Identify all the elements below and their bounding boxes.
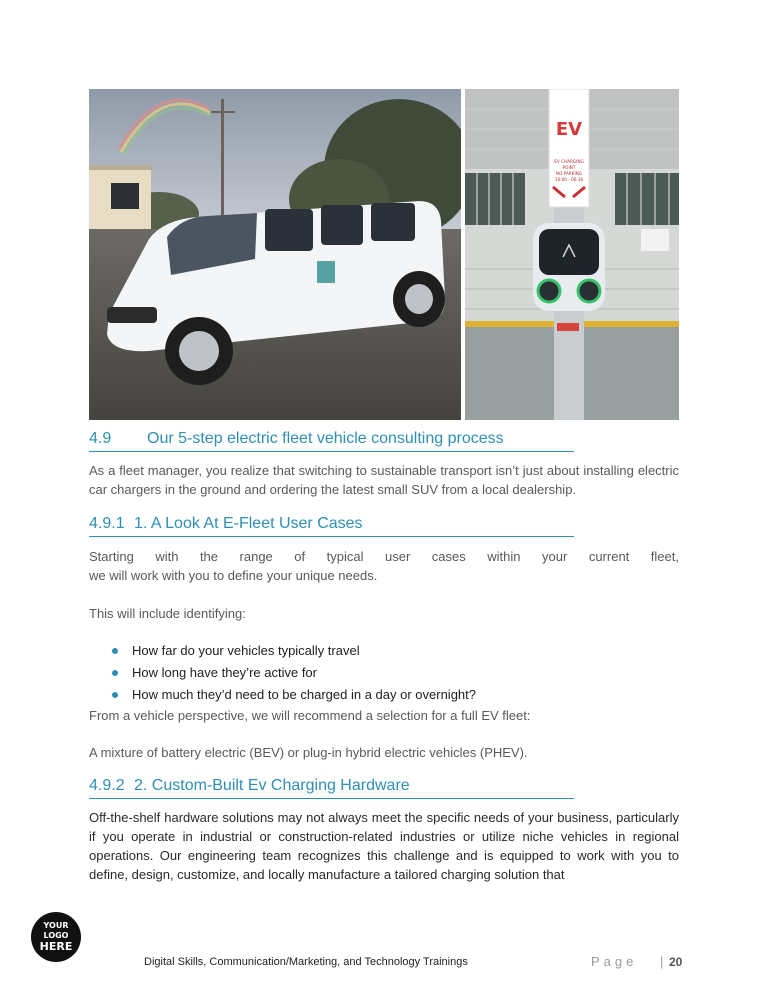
paragraph-fleet-manager: As a fleet manager, you realize that switching to sustainable transport isn’t just about installing electric car chargers in the ground and ordering the latest small SUV from a local dealership.: [89, 463, 679, 497]
van-photo: [89, 89, 461, 420]
sign-text-line-2: POINT: [562, 165, 576, 170]
heading-title: 1. A Look At E-Fleet User Cases: [134, 515, 363, 532]
heading-title: 2. Custom-Built Ev Charging Hardware: [134, 777, 410, 794]
list-item: How long have they’re active for: [112, 662, 476, 684]
charger-photo: [465, 89, 679, 420]
heading-title: Our 5-step electric fleet vehicle consulting process: [147, 430, 504, 447]
paragraph-mixture: A mixture of battery electric (BEV) or plug-in hybrid electric vehicles (PHEV).: [89, 745, 528, 760]
paragraph-hardware: Off-the-shelf hardware solutions may not always meet the specific needs of your business, particularly if you operate in industrial or construction-related industries or utilize niche vehicles in regional operations. Our engineering team recognizes this challenge and is equipped to work with you to define, design, customize, and locally manufacture a tailored charging solution that: [89, 810, 679, 882]
paragraph-user-cases-line-1: Starting with the range of typical user cases within your current fleet,: [89, 549, 679, 564]
heading-number: 4.9.1: [89, 515, 125, 532]
sign-text-line-4: 10:00 - 06:30: [554, 177, 584, 182]
sign-ev-letters: EV: [555, 119, 583, 140]
list-item: How far do your vehicles typically travel: [112, 640, 476, 662]
bullet-list: [112, 640, 476, 706]
sign-text-line-1: EV CHARGING: [554, 159, 584, 164]
bullet-dot-icon: [112, 670, 118, 676]
paragraph-vehicle-perspective: From a vehicle perspective, we will recommend a selection for a full EV fleet:: [89, 708, 531, 723]
heading-number: 4.9: [89, 430, 112, 447]
heading-4-9-2: [89, 777, 574, 799]
bullet-dot-icon: [112, 692, 118, 698]
logo-placeholder: YOUR LOGO HERE: [31, 912, 81, 962]
page-separator: |: [660, 954, 664, 969]
page-number: 20: [669, 955, 683, 969]
heading-number: 4.9.2: [89, 777, 125, 794]
page-label: Page: [591, 954, 638, 969]
paragraph-user-cases-line-2: we will work with you to define your unique needs.: [89, 568, 378, 583]
footer-text: Digital Skills, Communication/Marketing, and Technology Trainings: [144, 956, 468, 968]
heading-4-9-1: [89, 515, 574, 537]
list-item: How much they’d need to be charged in a day or overnight?: [112, 684, 476, 706]
bullet-dot-icon: [112, 648, 118, 654]
paragraph-identifying: This will include identifying:: [89, 606, 246, 621]
heading-4-9: [89, 430, 574, 452]
sign-text-line-3: NO PARKING: [555, 171, 583, 176]
